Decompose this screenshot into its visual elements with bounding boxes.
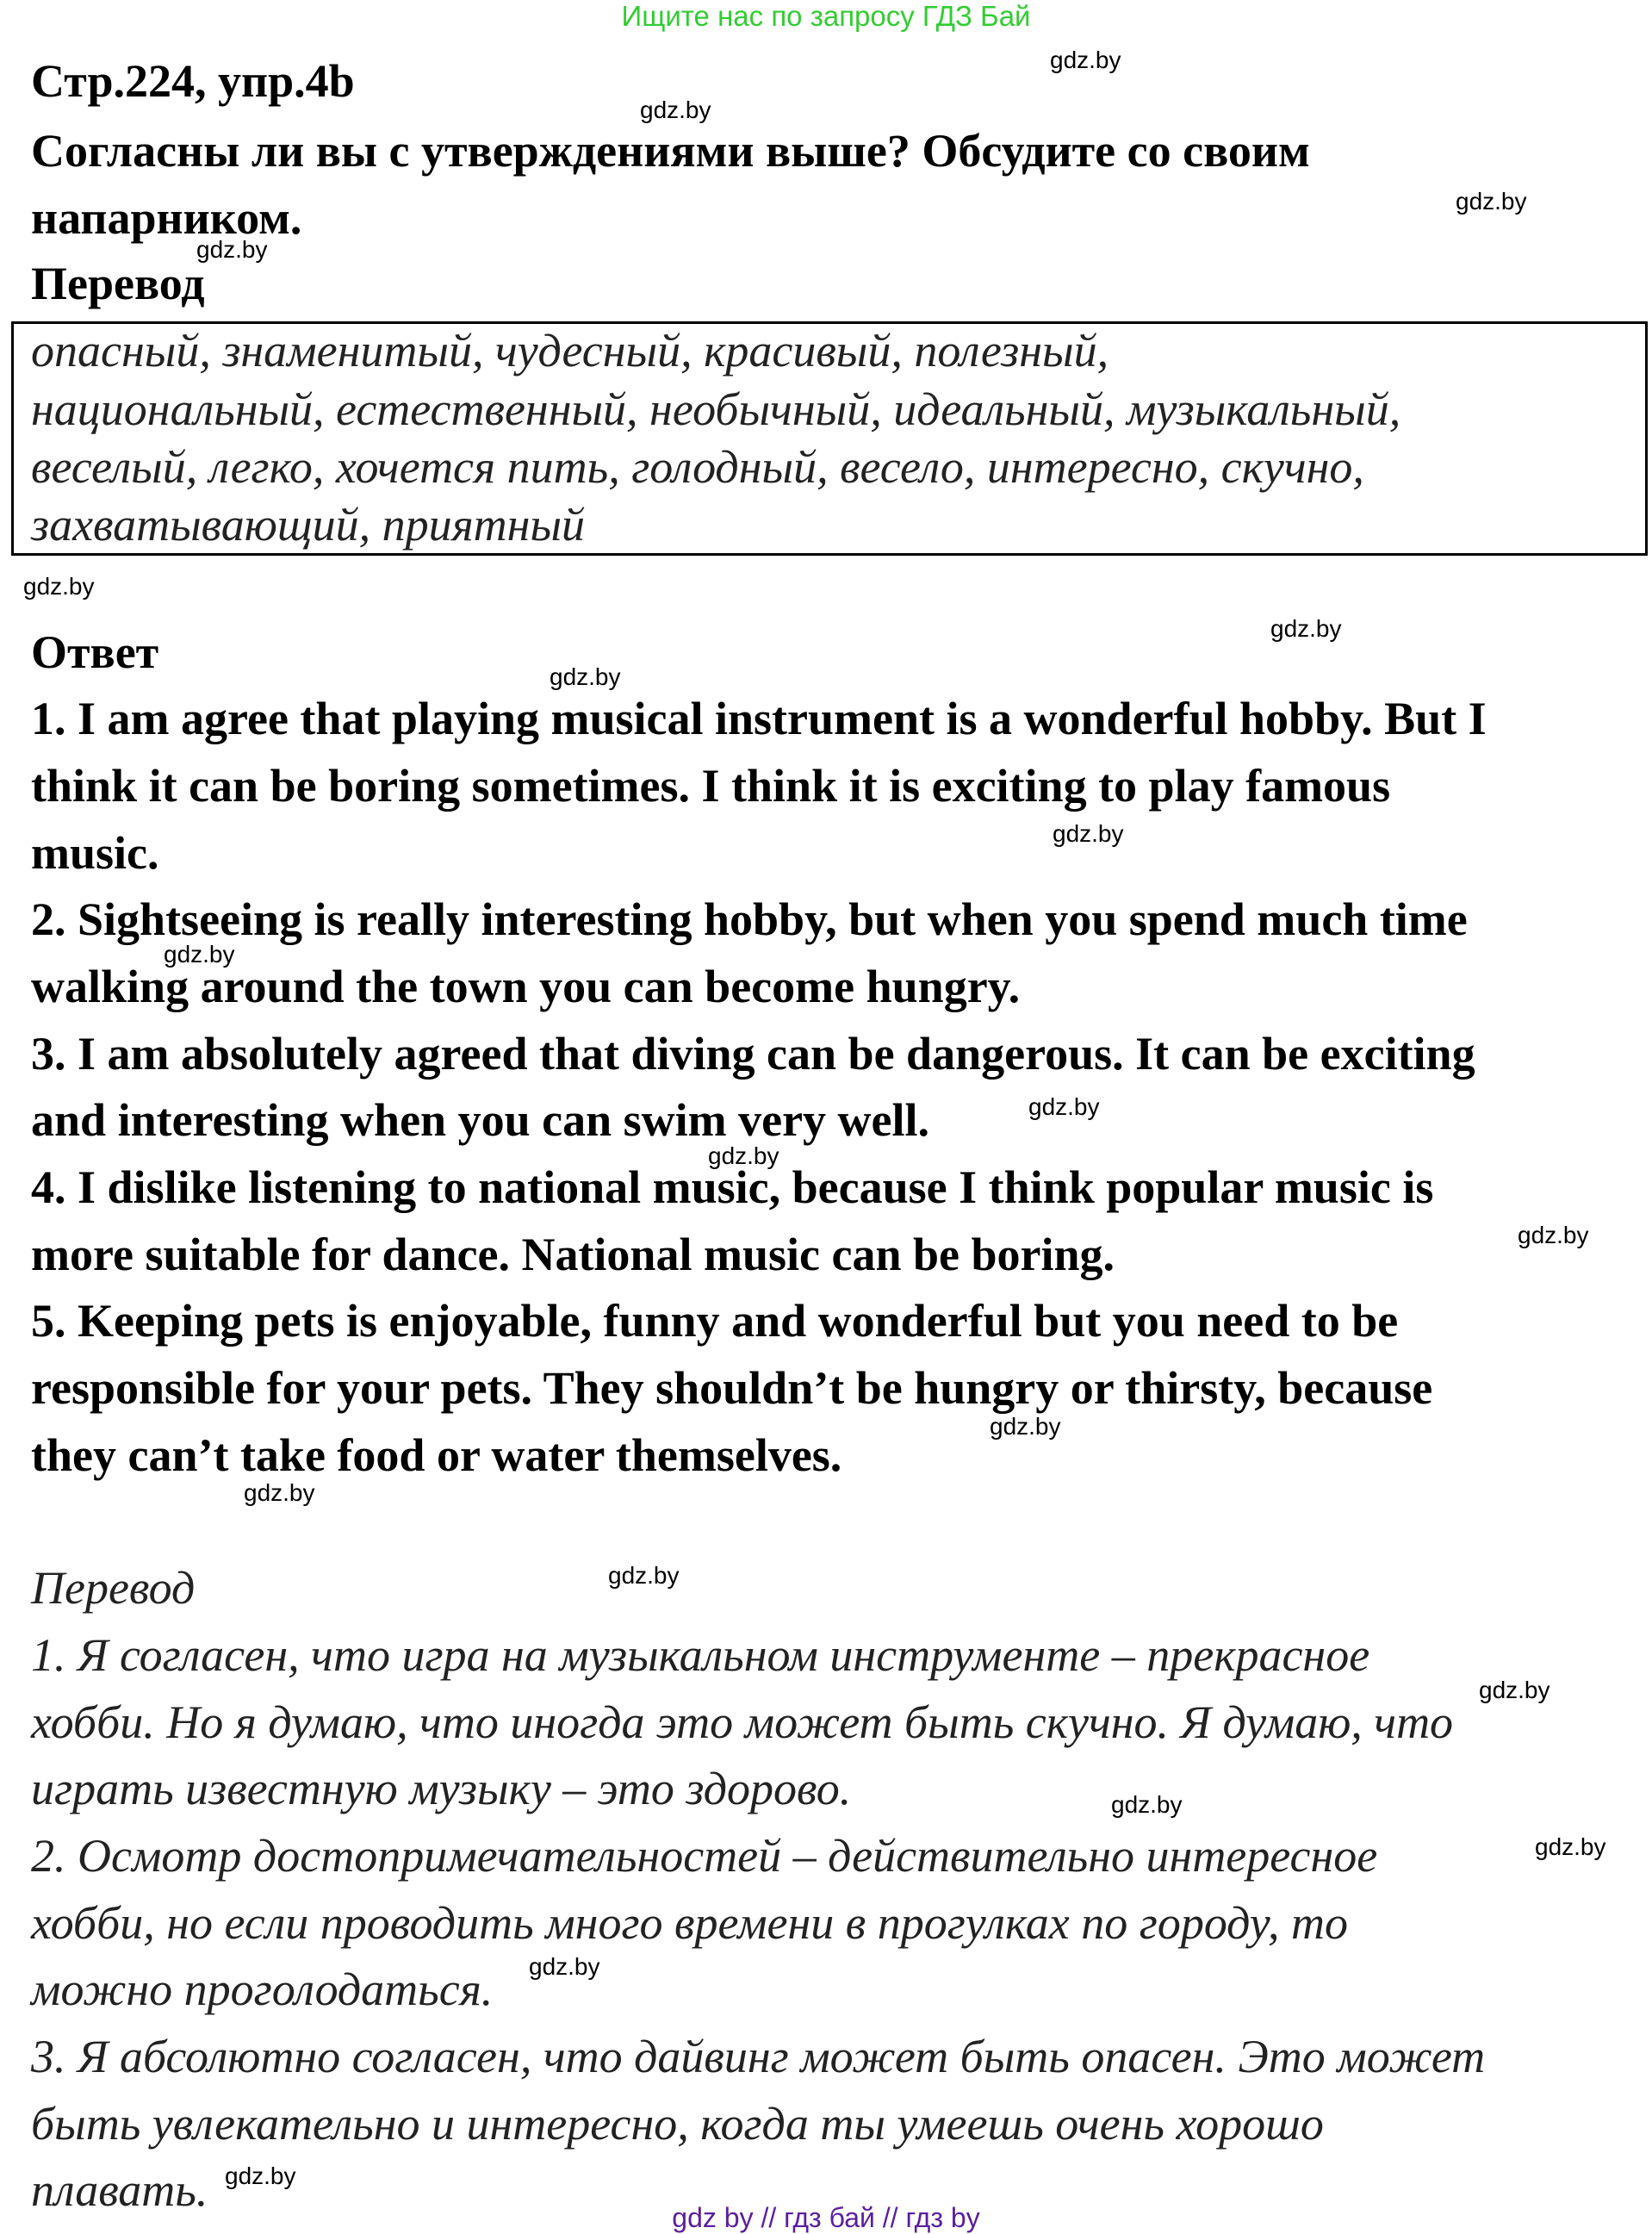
- translation-line: 1. Я согласен, что игра на музыкальном инструменте – прекрасное: [31, 1629, 1370, 1681]
- page-title: Стр.224, упр.4b: [31, 55, 355, 107]
- watermark: gdz.by: [244, 1479, 315, 1506]
- answer-line: 1. I am agree that playing musical instrument is a wonderful hobby. But I: [31, 693, 1487, 744]
- task-line: напарником.: [31, 192, 302, 244]
- translation-line: хобби, но если проводить много времени в прогулках по городу, то: [31, 1897, 1348, 1949]
- translation-line: хобби. Но я думаю, что иногда это может быть скучно. Я думаю, что: [31, 1696, 1454, 1748]
- answer-line: they can’t take food or water themselves.: [31, 1429, 842, 1481]
- watermark: gdz.by: [23, 573, 95, 600]
- translation-line: можно проголодаться.: [31, 1963, 494, 2015]
- answer-line: more suitable for dance. National music can be boring.: [31, 1229, 1115, 1280]
- answer-translation-heading: Перевод: [31, 1562, 196, 1614]
- answer-line: think it can be boring sometimes. I think it is exciting to play famous: [31, 760, 1391, 812]
- translation-line: 2. Осмотр достопримечательностей – действительно интересное: [31, 1830, 1378, 1882]
- translation-line: 3. Я абсолютно согласен, что дайвинг может быть опасен. Это может: [31, 2031, 1486, 2082]
- watermark: gdz.by: [608, 1562, 680, 1589]
- watermark: gdz.by: [164, 941, 235, 968]
- watermark: gdz.by: [529, 1953, 600, 1980]
- answer-line: 5. Keeping pets is enjoyable, funny and wonderful but you need to be: [31, 1295, 1399, 1347]
- answer-line: responsible for your pets. They shouldn’t be hungry or thirsty, because: [31, 1362, 1433, 1414]
- vocab-line: захватывающий, приятный: [31, 499, 586, 551]
- watermark: gdz.by: [1456, 188, 1527, 215]
- vocab-line: веселый, легко, хочется пить, голодный, весело, интересно, скучно,: [31, 441, 1364, 493]
- watermark: gdz.by: [1535, 1833, 1606, 1860]
- watermark: gdz.by: [550, 663, 621, 690]
- vocab-line: опасный, знаменитый, чудесный, красивый, полезный,: [31, 325, 1109, 376]
- answer-line: and interesting when you can swim very well.: [31, 1094, 930, 1146]
- answer-line: 3. I am absolutely agreed that diving can be dangerous. It can be exciting: [31, 1028, 1475, 1080]
- watermark: gdz.by: [640, 96, 711, 123]
- translation-line: быть увлекательно и интересно, когда ты умеешь очень хорошо: [31, 2098, 1324, 2150]
- watermark: gdz.by: [196, 236, 268, 263]
- translation-line: играть известную музыку – это здорово.: [31, 1763, 852, 1814]
- watermark: gdz.by: [1050, 47, 1121, 73]
- watermark: gdz.by: [1518, 1222, 1589, 1248]
- watermark: gdz.by: [225, 2162, 296, 2189]
- translation-heading: Перевод: [31, 258, 205, 309]
- answer-line: 2. Sightseeing is really interesting hobby, but when you spend much time: [31, 893, 1468, 945]
- watermark: gdz.by: [1053, 820, 1124, 847]
- top-banner[interactable]: Ищите нас по запросу ГДЗ Бай: [621, 0, 1031, 32]
- watermark: gdz.by: [1479, 1677, 1550, 1703]
- answer-line: walking around the town you can become hungry.: [31, 961, 1021, 1012]
- watermark: gdz.by: [990, 1413, 1061, 1440]
- watermark: gdz.by: [1028, 1093, 1100, 1120]
- watermark: gdz.by: [1270, 615, 1342, 642]
- footer-links[interactable]: gdz by // гдз бай // гдз by: [672, 2202, 980, 2233]
- translation-line: плавать.: [31, 2164, 208, 2216]
- vocab-line: национальный, естественный, необычный, идеальный, музыкальный,: [31, 383, 1401, 435]
- answer-heading: Ответ: [31, 626, 159, 678]
- watermark: gdz.by: [1111, 1791, 1183, 1818]
- task-line: Согласны ли вы с утверждениями выше? Обсудите со своим: [31, 125, 1310, 177]
- answer-line: 4. I dislike listening to national music, because I think popular music is: [31, 1161, 1434, 1213]
- answer-line: music.: [31, 827, 159, 879]
- watermark: gdz.by: [708, 1142, 779, 1169]
